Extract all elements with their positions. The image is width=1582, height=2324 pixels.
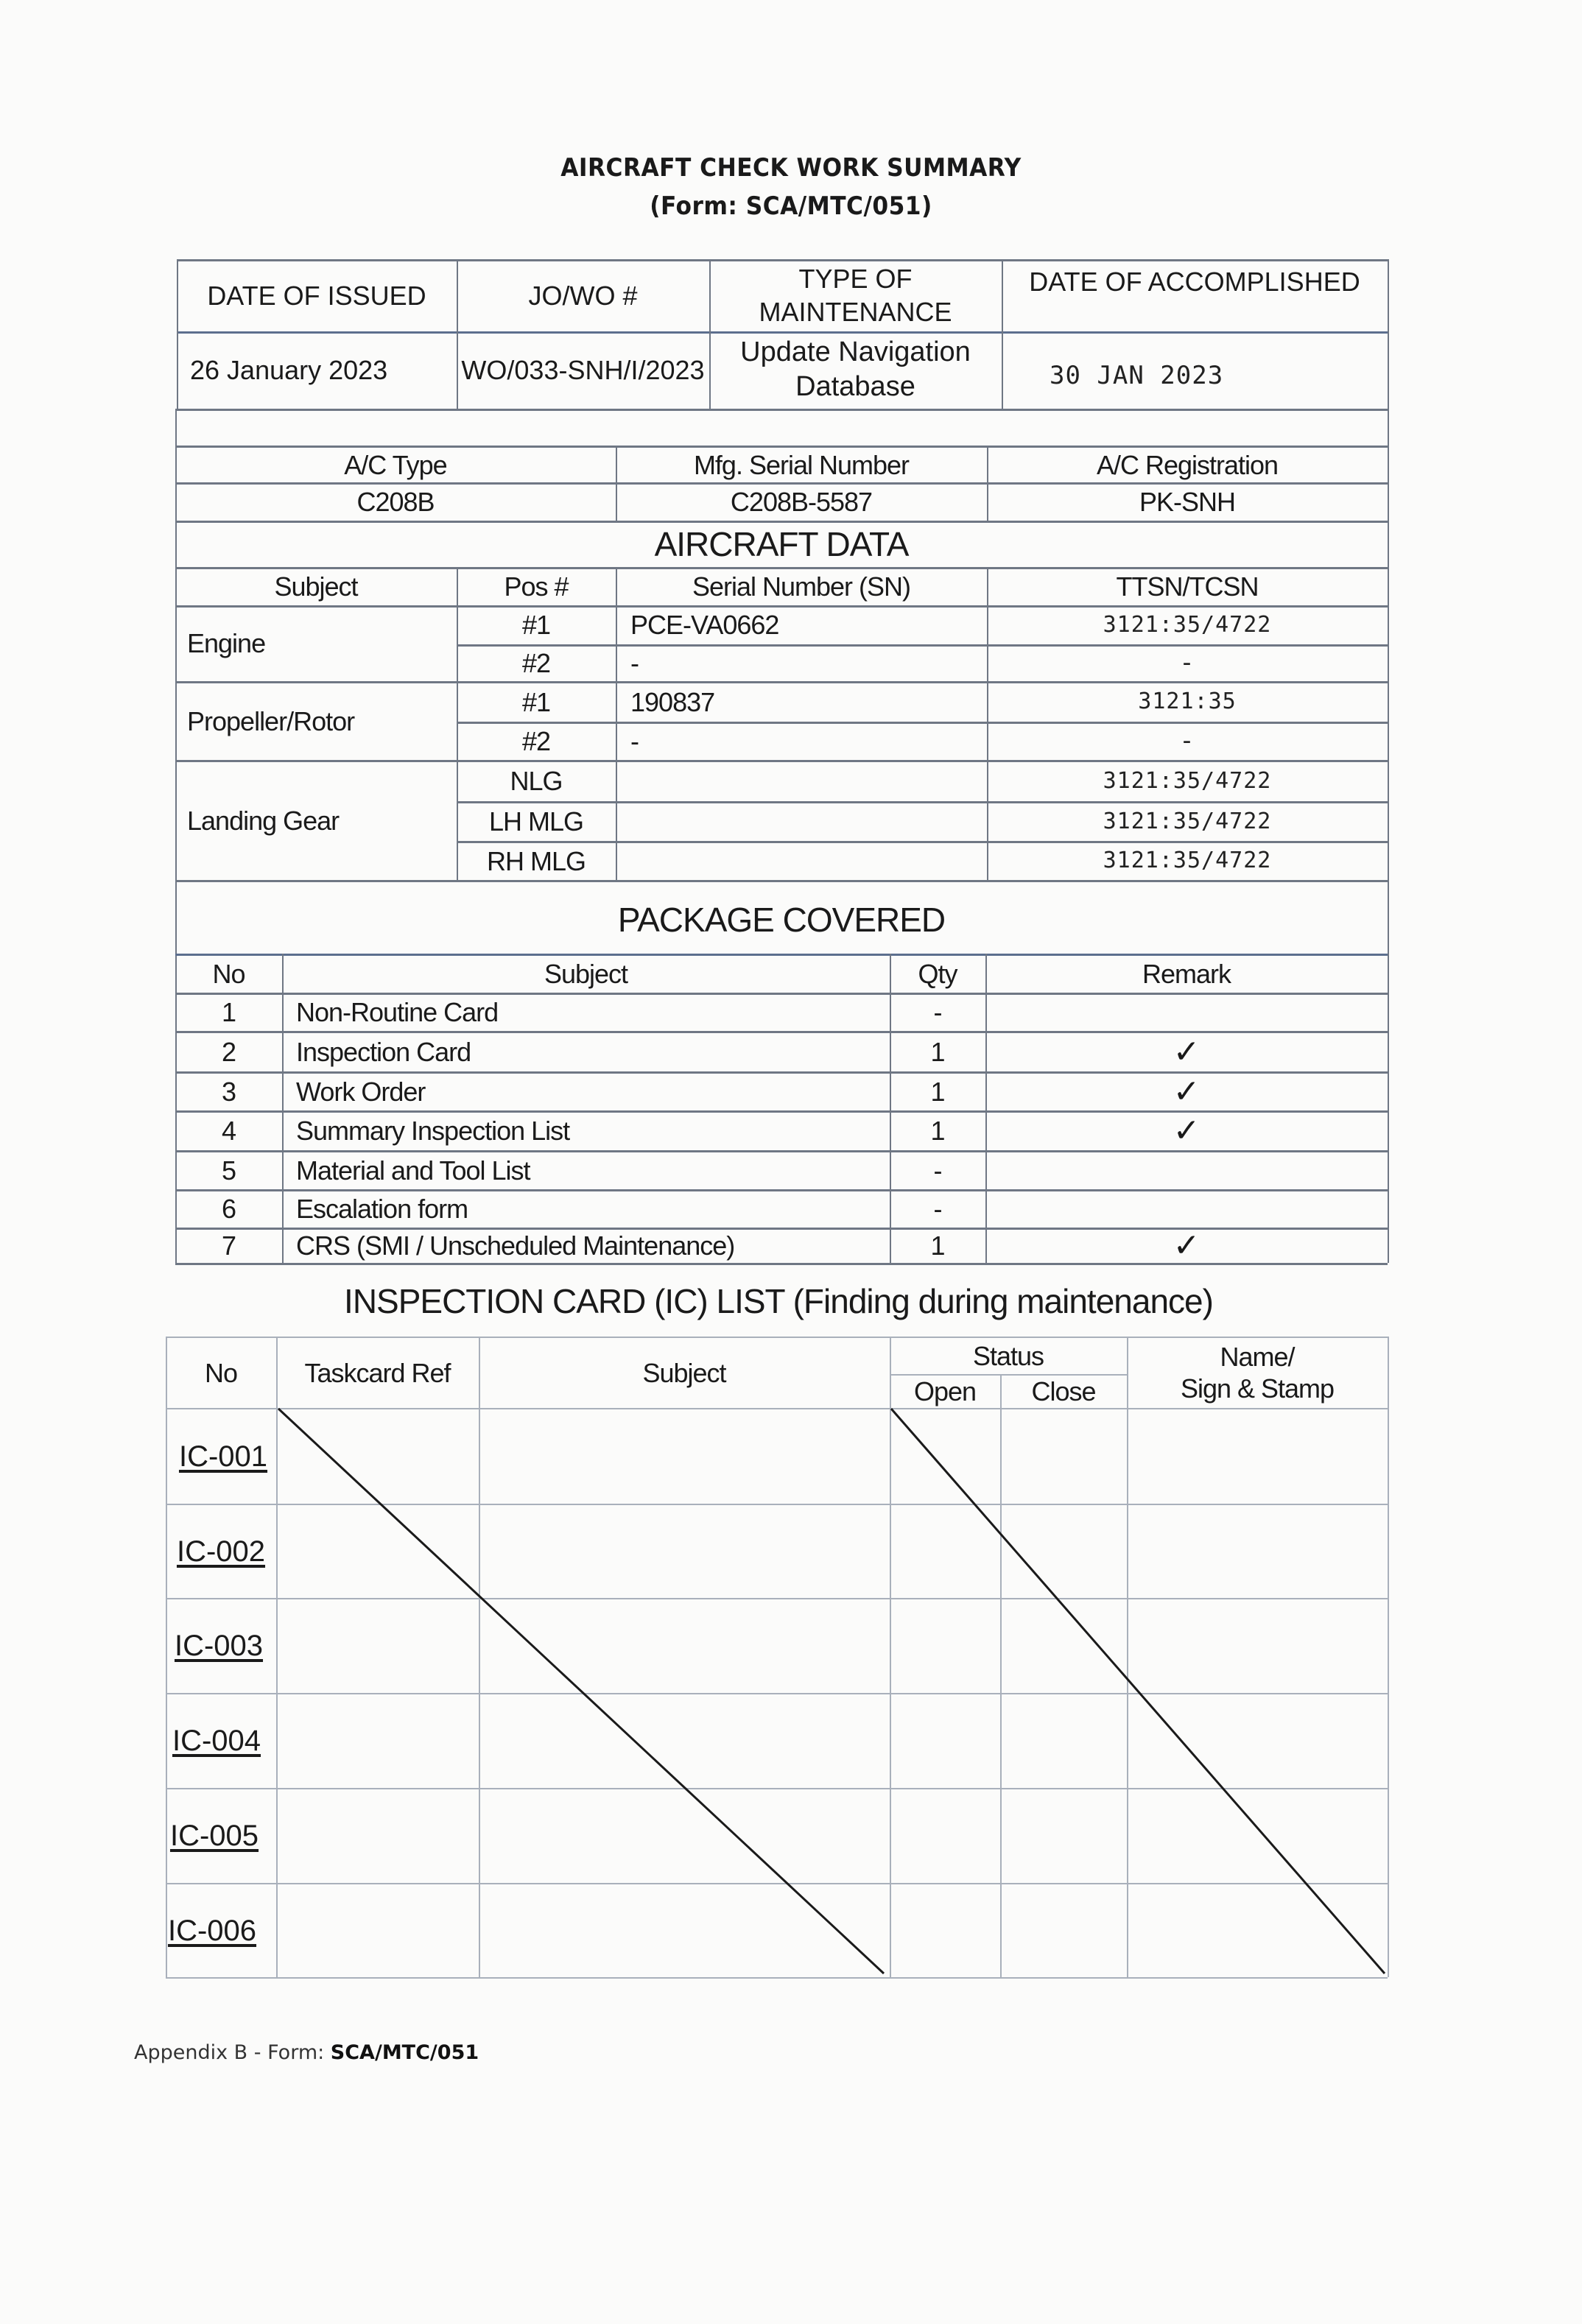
ac-type-label: A/C Type bbox=[344, 449, 447, 480]
pkg-row-subject: Inspection Card bbox=[296, 1036, 471, 1067]
ac-registration-value: PK-SNH bbox=[1139, 486, 1236, 517]
propeller-ttsn-1: 3121:35 bbox=[1138, 689, 1237, 715]
engine-sn-2: - bbox=[630, 648, 639, 678]
pkg-row-no: 4 bbox=[221, 1116, 236, 1146]
landing-gear-pos-nlg: NLG bbox=[510, 766, 563, 796]
col-serial-number: Serial Number (SN) bbox=[692, 571, 911, 602]
cross-out-line-left bbox=[278, 1409, 884, 1973]
pkg-row-subject: Work Order bbox=[296, 1076, 426, 1107]
engine-ttsn-2: - bbox=[1179, 648, 1195, 678]
pkg-row-subject: Non-Routine Card bbox=[296, 997, 499, 1027]
pkg-col-no: No bbox=[212, 959, 245, 989]
pkg-row-no: 1 bbox=[221, 997, 236, 1027]
ic-col-name-line-1: Name/ bbox=[1220, 1341, 1295, 1372]
checkmark-icon: ✓ bbox=[1173, 1032, 1200, 1071]
col-pos: Pos # bbox=[504, 571, 569, 602]
footer-prefix: Appendix B - Form: bbox=[134, 2041, 331, 2064]
pkg-row-no: 3 bbox=[221, 1076, 236, 1107]
ac-registration-label: A/C Registration bbox=[1096, 449, 1279, 480]
pkg-row-qty: 1 bbox=[930, 1036, 945, 1067]
footer bbox=[134, 2041, 479, 2064]
propeller-pos-1: #1 bbox=[521, 686, 551, 717]
ic-row-number: IC-004 bbox=[172, 1724, 261, 1757]
date-of-accomplished-value: 30 JAN 2023 bbox=[1050, 360, 1224, 390]
landing-gear-pos-lh: LH MLG bbox=[488, 806, 584, 837]
ic-row-number: IC-005 bbox=[169, 1819, 259, 1852]
ic-col-open: Open bbox=[913, 1376, 977, 1406]
package-covered-title: PACKAGE COVERED bbox=[617, 901, 946, 940]
ic-col-name-line-2: Sign & Stamp bbox=[1180, 1373, 1335, 1404]
pkg-col-subject: Subject bbox=[544, 959, 628, 989]
ic-col-close: Close bbox=[1031, 1376, 1096, 1406]
mfg-serial-label: Mfg. Serial Number bbox=[693, 449, 910, 480]
pkg-row-qty: - bbox=[933, 997, 942, 1027]
ic-col-status: Status bbox=[972, 1340, 1044, 1371]
engine-subject: Engine bbox=[187, 628, 266, 658]
ac-type-value: C208B bbox=[356, 486, 435, 517]
ic-list-title: INSPECTION CARD (IC) LIST (Finding during maintenance) bbox=[344, 1281, 1213, 1320]
propeller-sn-1: 190837 bbox=[630, 686, 715, 717]
pkg-row-subject: CRS (SMI / Unscheduled Maintenance) bbox=[296, 1230, 735, 1261]
ic-col-subject: Subject bbox=[642, 1357, 726, 1388]
type-label-line-2: MAINTENANCE bbox=[759, 297, 952, 327]
propeller-subject: Propeller/Rotor bbox=[187, 705, 355, 736]
ic-row-number: IC-006 bbox=[167, 1914, 257, 1947]
pkg-row-subject: Summary Inspection List bbox=[296, 1116, 570, 1146]
header-jo-wo-label: JO/WO # bbox=[528, 280, 638, 311]
propeller-ttsn-2: - bbox=[1179, 726, 1195, 756]
pkg-row-qty: 1 bbox=[930, 1076, 945, 1107]
type-label-line-1: TYPE OF bbox=[798, 264, 913, 294]
pkg-row-qty: 1 bbox=[930, 1116, 945, 1146]
aircraft-data-title: AIRCRAFT DATA bbox=[654, 525, 909, 564]
footer-form-number: SCA/MTC/051 bbox=[330, 2041, 479, 2064]
mfg-serial-value: C208B-5587 bbox=[730, 486, 873, 517]
pkg-row-no: 2 bbox=[221, 1036, 236, 1067]
pkg-row-subject: Escalation form bbox=[296, 1194, 468, 1224]
pkg-row-no: 5 bbox=[221, 1155, 236, 1186]
landing-gear-ttsn-nlg: 3121:35/4722 bbox=[1103, 767, 1272, 794]
checkmark-icon: ✓ bbox=[1173, 1112, 1200, 1149]
engine-sn-1: PCE-VA0662 bbox=[630, 610, 779, 640]
pkg-col-qty: Qty bbox=[918, 959, 957, 989]
header-date-of-accomplished-label: DATE OF ACCOMPLISHED bbox=[1029, 266, 1360, 297]
type-value-line-2: Database bbox=[795, 371, 915, 402]
checkmark-icon: ✓ bbox=[1173, 1227, 1200, 1264]
pkg-row-no: 7 bbox=[221, 1230, 236, 1261]
ic-col-no: No bbox=[204, 1357, 238, 1388]
col-ttsn-tcsn: TTSN/TCSN bbox=[1116, 571, 1259, 602]
landing-gear-ttsn-lh: 3121:35/4722 bbox=[1103, 808, 1272, 834]
ic-row-number: IC-003 bbox=[174, 1629, 264, 1662]
jo-wo-value: WO/033-SNH/I/2023 bbox=[461, 354, 705, 385]
type-value-line-1: Update Navigation bbox=[740, 336, 971, 367]
col-subject: Subject bbox=[274, 571, 358, 602]
propeller-sn-2: - bbox=[630, 726, 639, 756]
header-date-of-issued-label: DATE OF ISSUED bbox=[207, 280, 426, 311]
checkmark-icon: ✓ bbox=[1173, 1072, 1200, 1110]
landing-gear-pos-rh: RH MLG bbox=[486, 845, 586, 876]
engine-pos-1: #1 bbox=[521, 610, 551, 640]
ic-col-taskcard-ref: Taskcard Ref bbox=[304, 1357, 451, 1388]
cross-out-line-right bbox=[891, 1409, 1385, 1973]
pkg-row-qty: 1 bbox=[930, 1230, 945, 1261]
engine-ttsn-1: 3121:35/4722 bbox=[1103, 611, 1272, 638]
pkg-row-qty: - bbox=[933, 1194, 942, 1224]
propeller-pos-2: #2 bbox=[521, 726, 551, 756]
landing-gear-ttsn-rh: 3121:35/4722 bbox=[1103, 848, 1272, 874]
pkg-row-qty: - bbox=[933, 1155, 942, 1186]
ic-row-number: IC-002 bbox=[176, 1535, 266, 1568]
landing-gear-subject: Landing Gear bbox=[187, 805, 340, 836]
document-title: AIRCRAFT CHECK WORK SUMMARY bbox=[560, 153, 1022, 183]
ic-row-number: IC-001 bbox=[178, 1440, 268, 1473]
engine-pos-2: #2 bbox=[521, 648, 551, 678]
pkg-col-remark: Remark bbox=[1142, 959, 1231, 989]
document-subtitle: (Form: SCA/MTC/051) bbox=[650, 191, 932, 221]
pkg-row-subject: Material and Tool List bbox=[296, 1155, 530, 1186]
date-of-issued-value: 26 January 2023 bbox=[190, 354, 388, 385]
pkg-row-no: 6 bbox=[221, 1194, 236, 1224]
